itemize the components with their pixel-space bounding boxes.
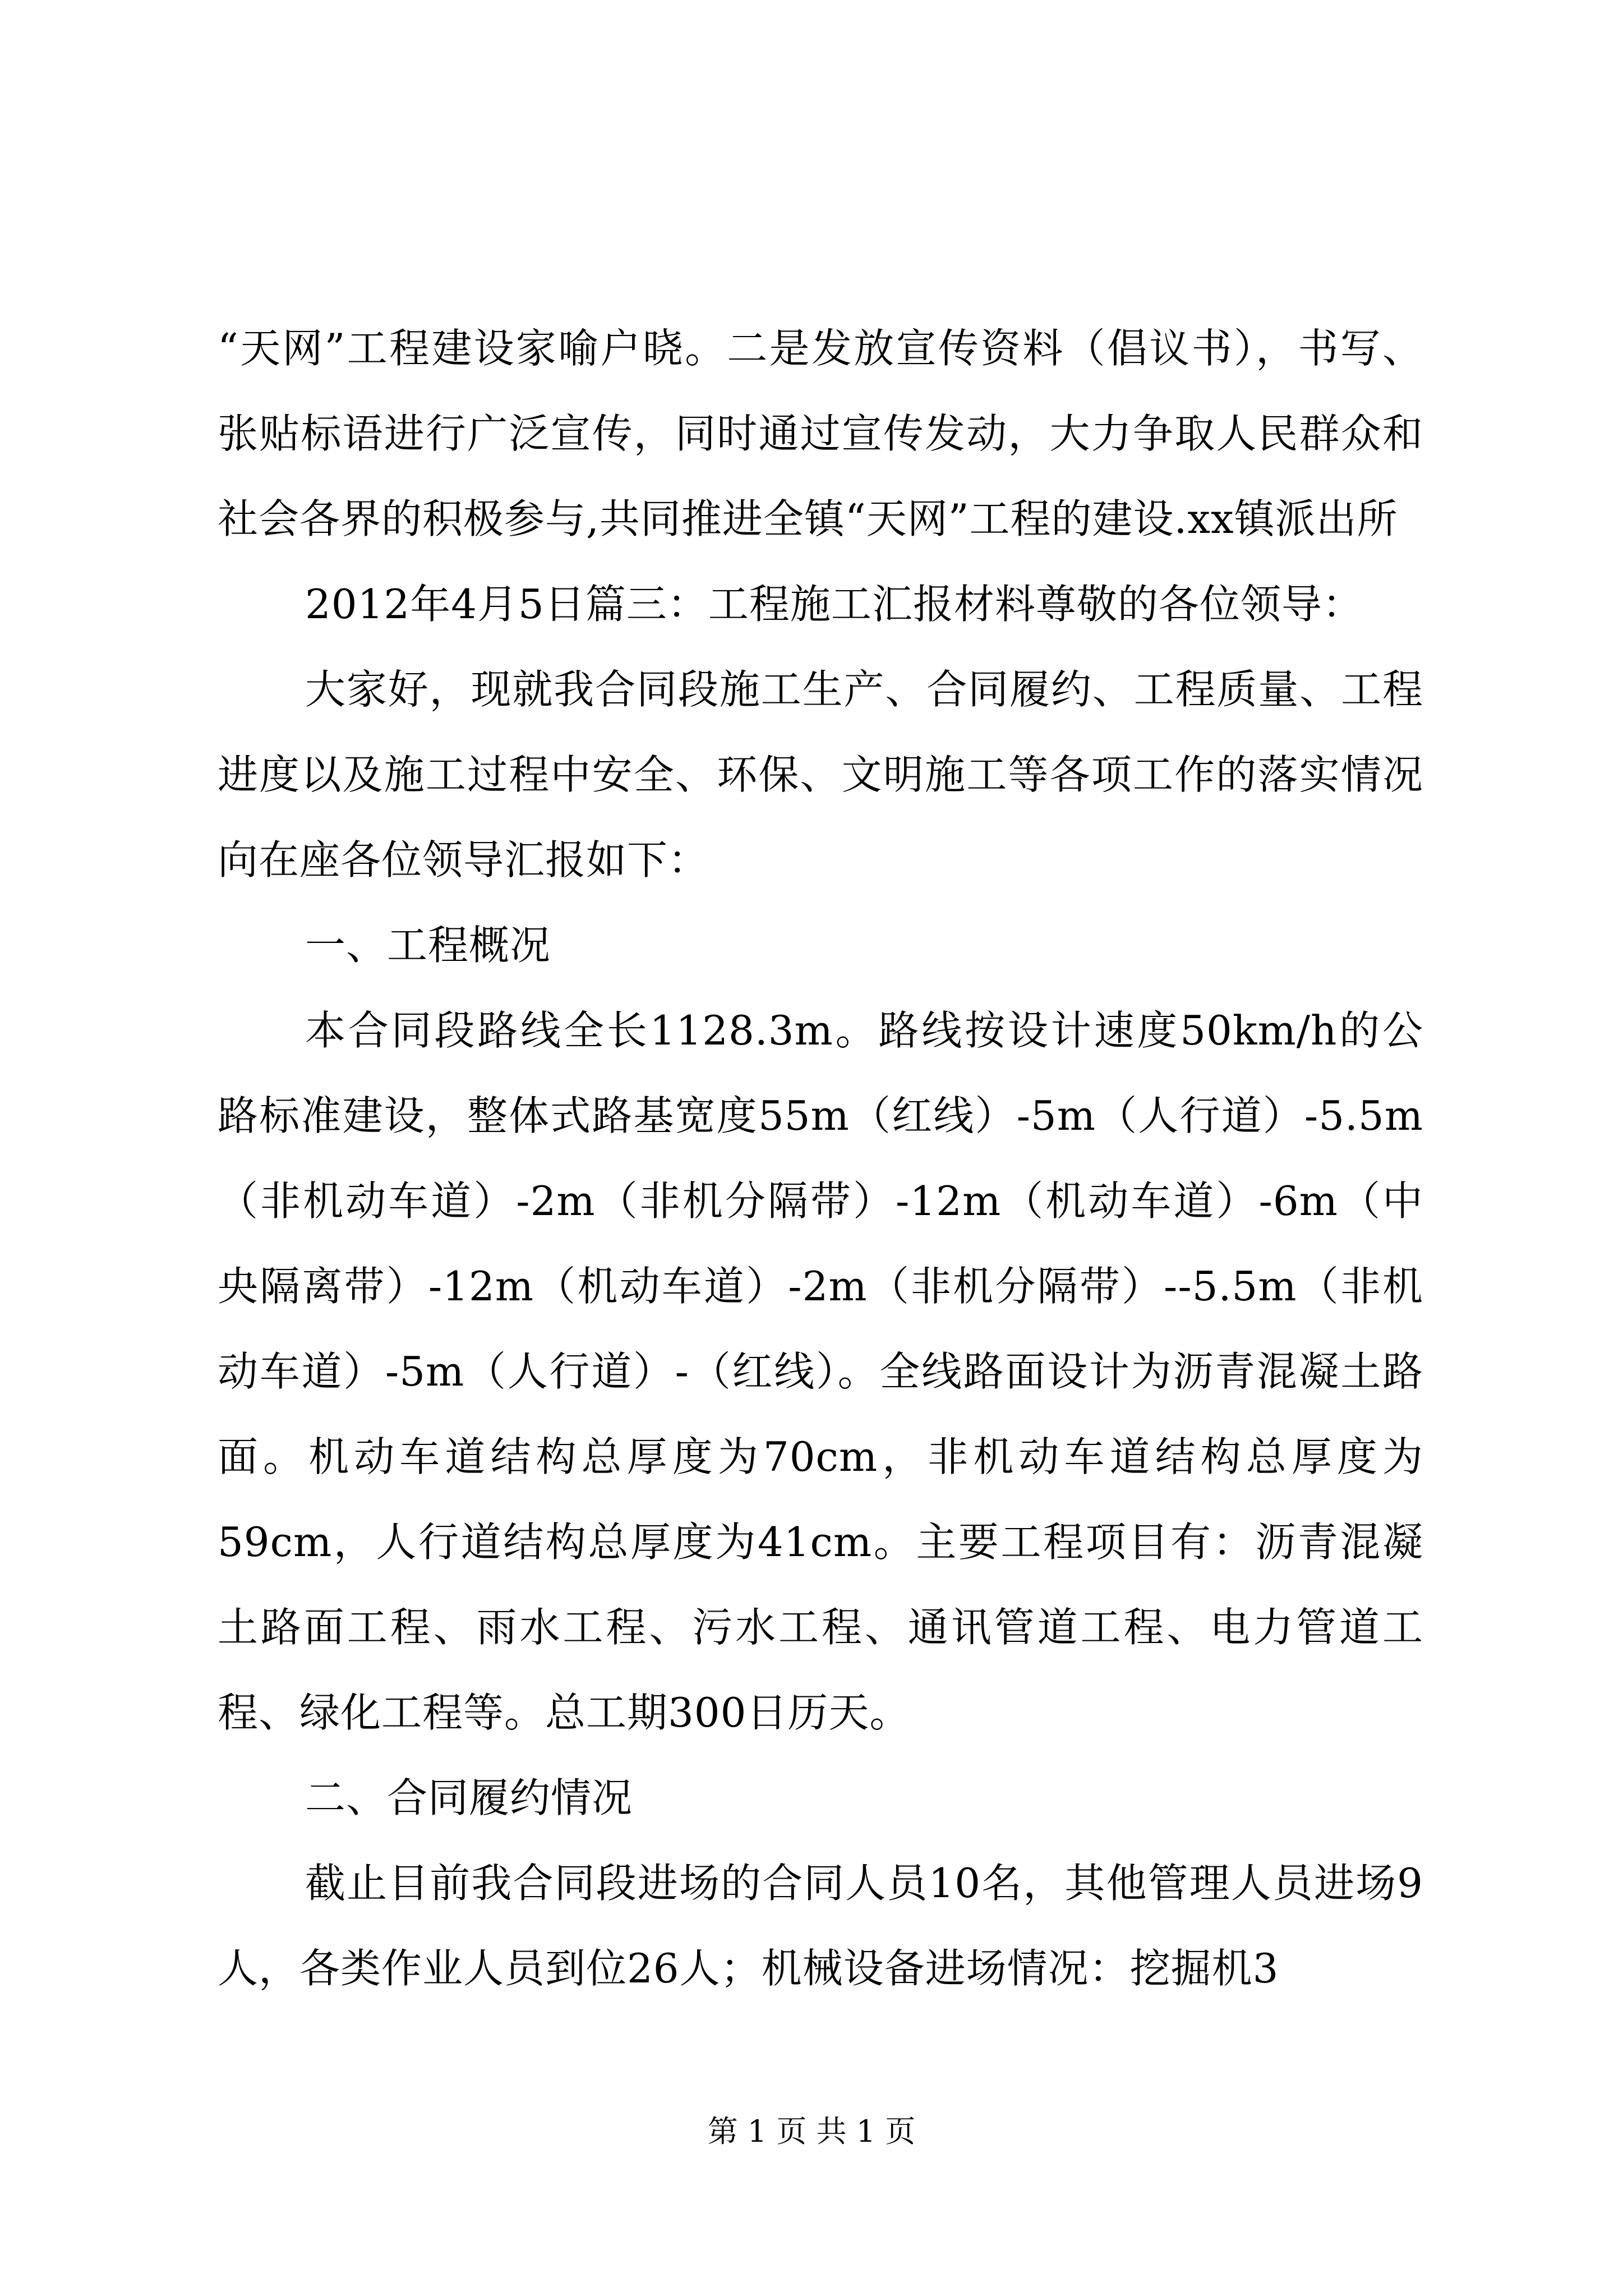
page-footer: 第 1 页 共 1 页 bbox=[707, 2114, 916, 2149]
paragraph-contract: 截止目前我合同段进场的合同人员10名，其他管理人员进场9人，各类作业人员到位26人；机械设备进场情况：挖掘机3 bbox=[218, 1860, 1423, 1992]
section-heading-contract: 二、合同履约情况 bbox=[305, 1774, 633, 1821]
paragraph-greeting: 大家好，现就我合同段施工生产、合同履约、工程质量、工程进度以及施工过程中安全、环保、文明施工等各项工作的落实情况向在座各位领导汇报如下： bbox=[218, 666, 1423, 884]
paragraph-date-heading: 2012年4月5日篇三：工程施工汇报材料尊敬的各位领导： bbox=[305, 581, 1363, 628]
section-heading-overview: 一、工程概况 bbox=[305, 922, 551, 969]
paragraph-continuation: “天网”工程建设家喻户晓。二是发放宣传资料（倡议书），书写、张贴标语进行广泛宣传，同时通过宣传发动，大力争取人民群众和社会各界的积极参与,共同推进全镇“天网”工程的建设.xx镇派出所 bbox=[218, 325, 1423, 542]
document-body bbox=[218, 306, 1423, 2011]
paragraph-overview: 本合同段路线全长1128.3m。路线按设计速度50km/h的公路标准建设，整体式路基宽度55m（红线）-5m（人行道）-5.5m（非机动车道）-2m（非机分隔带）-12m（机动车道）-6m（中央隔离带）-12m（机动车道）-2m（非机分隔带）--5.5m（非机动车道）-5m（人行道）-（红线）。全线路面设计为沥青混凝土路面。机动车道结构总厚度为70cm，非机动车道结构总厚度为59cm，人行道结构总厚度为41cm。主要工程项目有：沥青混凝土路面工程、雨水工程、污水工程、通讯管道工程、电力管道工程、绿化工程等。总工期300日历天。 bbox=[218, 1007, 1423, 1736]
